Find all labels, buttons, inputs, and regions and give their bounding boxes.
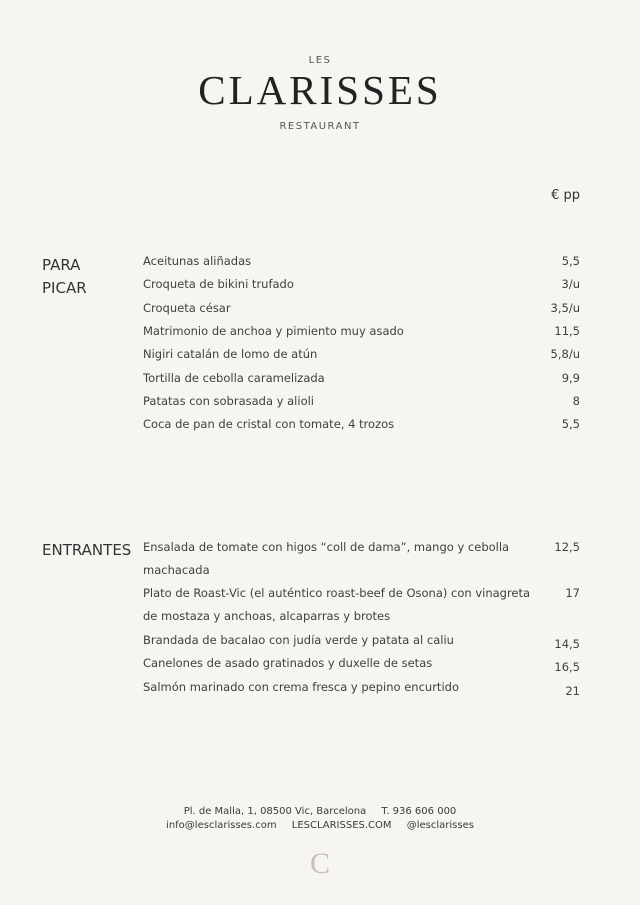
menu-item-name: Canelones de asado gratinados y duxelle de setas (143, 656, 433, 670)
menu-item-price: 3,5/u (550, 301, 580, 315)
footer-email-link[interactable]: info@lesclarisses.com (166, 820, 277, 831)
footer-website-link[interactable]: LESCLARISSES.COM (291, 820, 392, 831)
footer-contact-line (0, 804, 640, 819)
footer-address: Pl. de Malla, 1, 08500 Vic, Barcelona (183, 806, 367, 817)
currency-label: € pp (551, 188, 580, 203)
footer-phone[interactable]: T. 936 606 000 (381, 806, 457, 817)
logo-monogram: C (309, 847, 330, 880)
menu-item-name: Plato de Roast-Vic (el auténtico roast-beef de Osona) con vinagreta de mostaza y anchoas, alcaparras y brotes (143, 586, 531, 624)
menu-item-name: Aceitunas aliñadas (143, 254, 252, 268)
menu-item-price: 14,5 (554, 637, 580, 651)
section-title-picar: PICAR (42, 279, 87, 297)
menu-item-name: Brandada de bacalao con judía verde y patata al caliu (143, 633, 454, 647)
brand-title: CLARISSES (198, 67, 442, 113)
footer-social-link[interactable]: @lesclarisses (406, 820, 474, 831)
menu-item-price: 3/u (561, 277, 580, 291)
section-title-para: PARA (42, 256, 81, 274)
brand-pre-title: LES (308, 55, 332, 66)
menu-item-name: Croqueta césar (143, 301, 231, 315)
footer-links-line (0, 818, 640, 833)
menu-item-name: Nigiri catalán de lomo de atún (143, 347, 318, 361)
menu-item-price: 8 (572, 394, 580, 408)
menu-item-price: 9,9 (561, 371, 580, 385)
menu-item-price: 12,5 (554, 540, 580, 554)
menu-item-price: 16,5 (554, 660, 580, 674)
menu-item-price: 5,5 (561, 254, 580, 268)
menu-item-name: Matrimonio de anchoa y pimiento muy asado (143, 324, 404, 338)
menu-item-name: Salmón marinado con crema fresca y pepino encurtido (143, 680, 459, 694)
menu-item-price: 17 (565, 586, 580, 600)
section-title-entrantes: ENTRANTES (42, 541, 132, 559)
menu-item-price: 21 (565, 684, 580, 698)
menu-item-name: Tortilla de cebolla caramelizada (143, 371, 325, 385)
menu-item-name: Ensalada de tomate con higos “coll de dama”, mango y cebolla machacada (143, 540, 510, 578)
menu-item-price: 5,5 (561, 417, 580, 431)
brand-subtitle: RESTAURANT (279, 121, 361, 132)
menu-item-name: Patatas con sobrasada y alioli (143, 394, 314, 408)
menu-item-price: 11,5 (554, 324, 580, 338)
menu-item-name: Coca de pan de cristal con tomate, 4 trozos (143, 417, 395, 431)
menu-item-price: 5,8/u (550, 347, 580, 361)
menu-item-name: Croqueta de bikini trufado (143, 277, 294, 291)
